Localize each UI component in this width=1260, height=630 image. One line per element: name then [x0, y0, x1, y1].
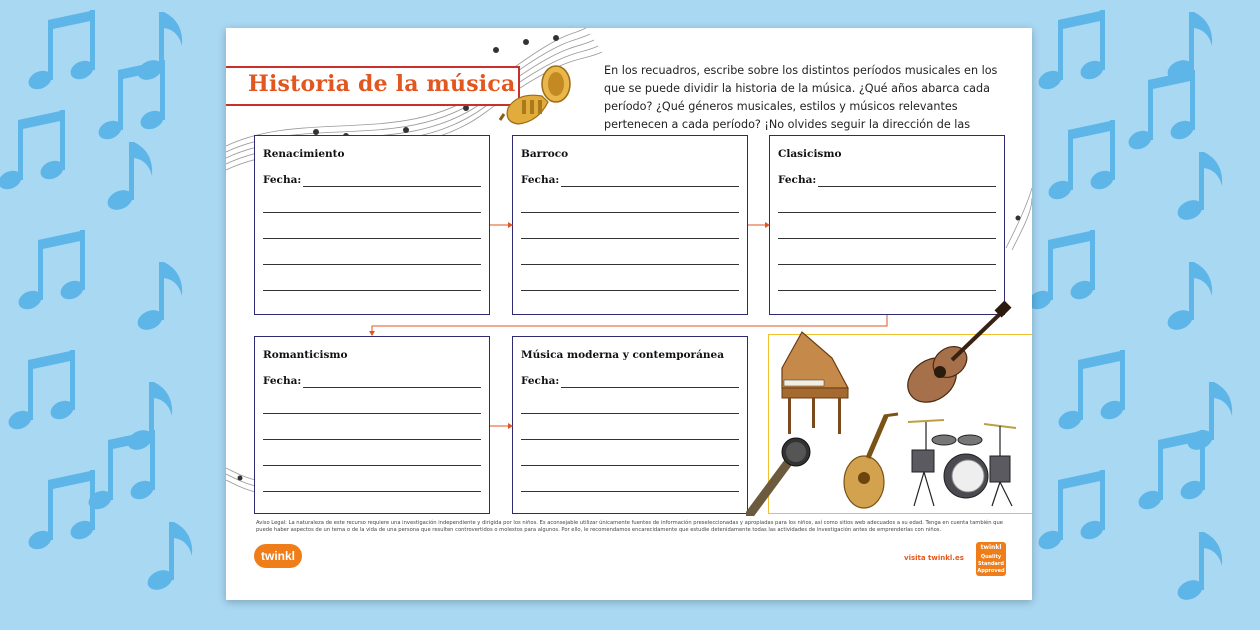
writing-line[interactable]	[778, 290, 996, 291]
twinkl-logo[interactable]: twinkl	[254, 544, 302, 568]
fecha-label: Fecha:	[263, 174, 302, 186]
tuba-icon	[498, 62, 574, 132]
writing-line[interactable]	[521, 264, 739, 265]
drum-kit-icon	[904, 414, 1020, 510]
quality-badge	[976, 542, 1006, 576]
writing-line[interactable]	[778, 238, 996, 239]
lute-icon	[838, 410, 902, 514]
writing-line[interactable]	[521, 413, 739, 414]
instructions-text: En los recuadros, escribe sobre los distintos períodos musicales en los que se puede dividir la historia de la música. ¿Qué años abarca cada período? ¿Qué géneros musicales, estilos y músicos relevantes pertenecen a cada período? ¡No olvides seguir la dirección de las	[604, 64, 998, 131]
writing-line[interactable]	[521, 491, 739, 492]
writing-line[interactable]	[521, 212, 739, 213]
legal-notice: Aviso Legal: La naturaleza de este recurso requiere una investigación independiente y dirigida por los niños. Es aconsejable utilizar únicamente fuentes de información preseleccionadas y apropiadas para los niños, así como sitios web adecuados a su edad. Tenga en cuenta también que puede haber aspectos de un tema o de la vida de una persona que resulten controvertidos o molestos para algunos. Por ello, le recomendamos encarecidamente que estudie detenidamente todas las actividades de investigación antes de emprenderlas con niños.	[256, 520, 1003, 533]
period-box-musica-moderna[interactable]	[512, 336, 748, 514]
writing-line[interactable]	[521, 238, 739, 239]
writing-line[interactable]	[521, 290, 739, 291]
period-box-romanticismo[interactable]	[254, 336, 490, 514]
writing-line[interactable]	[778, 212, 996, 213]
writing-line[interactable]	[263, 413, 481, 414]
fecha-input-line[interactable]	[303, 387, 481, 388]
writing-line[interactable]	[778, 264, 996, 265]
page-title: Historia de la música	[248, 71, 516, 97]
period-title: Renacimiento	[263, 148, 345, 160]
badge-text: Quality Standard Approved	[977, 554, 1005, 574]
writing-line[interactable]	[263, 491, 481, 492]
fecha-label: Fecha:	[521, 375, 560, 387]
microphone-icon	[746, 436, 814, 516]
title-banner	[226, 66, 520, 106]
fecha-label: Fecha:	[521, 174, 560, 186]
writing-line[interactable]	[263, 290, 481, 291]
period-title: Clasicismo	[778, 148, 842, 160]
writing-line[interactable]	[263, 465, 481, 466]
music-note-icon	[26, 10, 97, 93]
period-title: Barroco	[521, 148, 569, 160]
fecha-label: Fecha:	[263, 375, 302, 387]
fecha-input-line[interactable]	[303, 186, 481, 187]
fecha-input-line[interactable]	[818, 186, 996, 187]
writing-line[interactable]	[263, 439, 481, 440]
writing-line[interactable]	[263, 212, 481, 213]
period-box-clasicismo[interactable]	[769, 135, 1005, 315]
period-title: Romanticismo	[263, 349, 348, 361]
writing-line[interactable]	[521, 465, 739, 466]
writing-line[interactable]	[263, 238, 481, 239]
period-box-renacimiento[interactable]	[254, 135, 490, 315]
worksheet	[226, 28, 1032, 600]
fecha-label: Fecha:	[778, 174, 817, 186]
fecha-input-line[interactable]	[561, 186, 739, 187]
writing-line[interactable]	[521, 439, 739, 440]
fecha-input-line[interactable]	[561, 387, 739, 388]
visit-link[interactable]: visita twinkl.es	[904, 554, 964, 562]
period-box-barroco[interactable]	[512, 135, 748, 315]
guitar-icon	[902, 298, 1014, 410]
period-title: Música moderna y contemporánea	[521, 349, 724, 361]
badge-brand: twinkl	[980, 544, 1002, 551]
writing-line[interactable]	[263, 264, 481, 265]
